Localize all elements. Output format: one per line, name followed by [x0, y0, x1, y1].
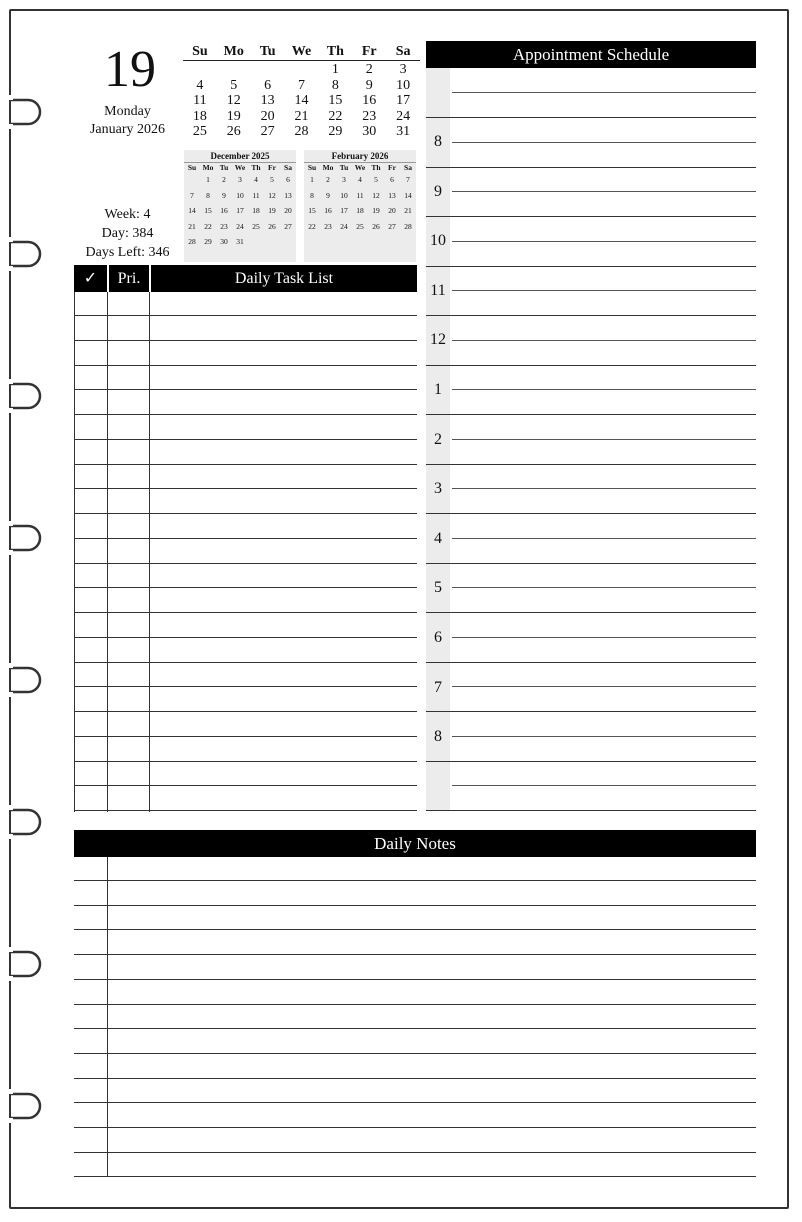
hour-label: 8	[434, 728, 442, 746]
note-line	[74, 954, 756, 955]
task-list-title: Daily Task List	[234, 270, 334, 287]
daily-notes-header: Daily Notes	[74, 830, 756, 857]
calendar-day: 3	[399, 62, 407, 77]
mini-day: 29	[204, 237, 212, 246]
mini-day: 3	[342, 175, 346, 184]
hour-label: 12	[430, 331, 446, 349]
binder-tab	[0, 662, 45, 698]
calendar-day: 25	[192, 124, 207, 139]
mini-day: 23	[220, 221, 228, 231]
calendar-day: 22	[328, 108, 343, 124]
task-row-line	[74, 414, 417, 415]
note-line	[74, 1152, 756, 1153]
mini-day: 11	[356, 190, 364, 200]
mini-weekday: Sa	[284, 163, 292, 172]
half-hour-line	[452, 736, 756, 737]
mini-day: 20	[284, 206, 292, 215]
half-hour-line	[452, 785, 756, 786]
mini-day: 13	[284, 190, 292, 200]
calendar-day: 15	[328, 93, 343, 108]
weekday-header: We	[291, 44, 312, 59]
mini-day: 25	[356, 221, 364, 231]
hour-label: 5	[434, 579, 442, 597]
hour-divider	[426, 810, 756, 811]
check-column-label: ✓	[74, 265, 109, 292]
current-month-weekdays	[183, 44, 420, 61]
mini-day: 23	[324, 221, 332, 231]
task-row-line	[74, 761, 417, 762]
half-hour-line	[452, 488, 756, 489]
mini-day: 26	[372, 221, 380, 231]
hour-divider	[426, 266, 756, 267]
prev-month-calendar	[184, 150, 296, 262]
mini-day: 1	[206, 175, 210, 184]
task-row-line	[74, 439, 417, 440]
mini-day: 5	[374, 175, 378, 184]
mini-day: 24	[236, 221, 244, 231]
calendar-day: 12	[226, 93, 241, 108]
binder-tab	[0, 378, 45, 414]
mini-weekday: Mo	[322, 163, 334, 172]
hour-divider	[426, 117, 756, 118]
mini-day: 10	[236, 190, 244, 200]
binder-tab	[0, 94, 45, 130]
mini-day: 20	[388, 206, 396, 215]
calendar-day: 11	[193, 93, 207, 108]
mini-day: 2	[222, 175, 226, 184]
mini-day: 4	[254, 175, 258, 184]
check-column-divider	[107, 292, 108, 812]
note-line	[74, 880, 756, 881]
mini-day: 22	[308, 221, 316, 231]
appointment-schedule-header: Appointment Schedule	[426, 41, 756, 68]
half-hour-line	[452, 587, 756, 588]
note-line	[74, 1078, 756, 1079]
mini-weekday: Th	[371, 163, 381, 172]
mini-day: 25	[252, 221, 260, 231]
mini-day: 16	[324, 206, 332, 215]
month-year-label: January 2026	[89, 122, 166, 137]
calendar-day: 19	[226, 108, 241, 124]
weekday-header: Th	[326, 44, 344, 59]
half-hour-line	[452, 142, 756, 143]
half-hour-line	[452, 439, 756, 440]
task-row-line	[74, 686, 417, 687]
task-row-line	[74, 340, 417, 341]
calendar-day: 17	[396, 93, 411, 108]
hour-divider	[426, 563, 756, 564]
calendar-day	[183, 62, 217, 78]
calendar-day: 18	[192, 108, 207, 124]
binder-tab	[0, 520, 45, 556]
hour-divider	[426, 315, 756, 316]
task-row-line	[74, 464, 417, 465]
calendar-day: 24	[396, 108, 411, 124]
mini-day: 7	[190, 190, 194, 200]
calendar-day	[217, 62, 251, 78]
mini-weekday: Mo	[202, 163, 214, 172]
calendar-day: 26	[226, 124, 241, 139]
task-row-line	[74, 662, 417, 663]
mini-weekday: Sa	[404, 163, 412, 172]
hour-label: 1	[434, 381, 442, 398]
note-line	[74, 979, 756, 980]
hour-label: 2	[434, 430, 442, 448]
calendar-day: 7	[297, 77, 305, 93]
calendar-day	[251, 62, 285, 78]
mini-day: 8	[206, 190, 210, 200]
half-hour-line	[452, 340, 756, 341]
mini-day: 19	[268, 206, 276, 215]
mini-day: 8	[310, 190, 314, 200]
task-row-line	[74, 810, 417, 811]
weekday-header: Sa	[395, 44, 411, 59]
mini-day: 12	[268, 190, 276, 200]
hour-divider	[426, 365, 756, 366]
note-line	[74, 1127, 756, 1128]
mini-day	[184, 172, 200, 188]
half-hour-line	[452, 637, 756, 638]
note-line	[74, 1028, 756, 1029]
hour-divider	[426, 167, 756, 168]
weekday-header: Fr	[361, 44, 377, 59]
hour-divider	[426, 612, 756, 613]
calendar-day: 6	[264, 77, 272, 93]
task-list-header	[74, 265, 417, 292]
task-row-line	[74, 612, 417, 613]
mini-weekday: Fr	[388, 163, 396, 172]
calendar-day: 1	[331, 62, 339, 77]
weekday-header: Su	[192, 44, 208, 59]
mini-weekday: We	[234, 163, 246, 172]
mini-day: 3	[238, 175, 242, 184]
weekday-header: Mo	[223, 44, 244, 59]
mini-day: 9	[326, 190, 330, 200]
task-row-line	[74, 563, 417, 564]
calendar-day: 10	[396, 77, 411, 93]
hour-divider	[426, 414, 756, 415]
mini-day: 19	[372, 206, 380, 215]
week-number: Week: 4	[104, 207, 151, 222]
calendar-day: 16	[362, 93, 377, 108]
calendar-day: 9	[365, 77, 373, 93]
task-row-line	[74, 389, 417, 390]
mini-weekday: Fr	[268, 163, 276, 172]
calendar-day: 21	[294, 108, 309, 124]
task-row-line	[74, 711, 417, 712]
half-hour-line	[452, 686, 756, 687]
hour-divider	[426, 513, 756, 514]
mini-day: 7	[406, 175, 410, 184]
mini-day: 6	[286, 175, 290, 184]
next-month-calendar	[304, 150, 416, 262]
next-month-title: February 2026	[304, 150, 416, 163]
mini-day: 31	[236, 237, 244, 246]
task-row-line	[74, 365, 417, 366]
hour-label: 10	[430, 232, 446, 250]
note-line	[74, 1102, 756, 1103]
note-line	[74, 929, 756, 930]
mini-day: 5	[270, 175, 274, 184]
half-hour-line	[452, 538, 756, 539]
mini-day: 12	[372, 190, 380, 200]
day-number: 19	[104, 41, 156, 98]
notes-margin-rule	[107, 857, 108, 1177]
days-left: Days Left: 346	[85, 245, 170, 260]
calendar-day: 5	[230, 77, 238, 93]
calendar-day: 14	[294, 93, 309, 108]
mini-day: 9	[222, 190, 226, 200]
task-row-line	[74, 637, 417, 638]
task-row-line	[74, 587, 417, 588]
mini-day: 4	[358, 175, 362, 184]
mini-day: 13	[388, 190, 396, 200]
calendar-day: 30	[362, 124, 377, 139]
hour-divider	[426, 216, 756, 217]
task-row-line	[74, 736, 417, 737]
mini-day: 16	[220, 206, 228, 215]
prev-month-title: December 2025	[184, 150, 296, 163]
half-hour-line	[452, 389, 756, 390]
mini-day: 11	[252, 190, 260, 200]
mini-day: 10	[340, 190, 348, 200]
mini-day: 30	[220, 237, 228, 246]
hour-label: 6	[434, 629, 442, 646]
mini-day: 18	[252, 206, 260, 215]
current-month-grid	[183, 62, 420, 140]
mini-day: 14	[404, 190, 412, 200]
half-hour-line	[452, 92, 756, 93]
mini-day: 28	[188, 237, 196, 246]
half-hour-line	[452, 241, 756, 242]
calendar-day: 20	[260, 108, 275, 124]
hour-divider	[426, 662, 756, 663]
mini-day: 2	[326, 175, 330, 184]
hour-divider	[426, 761, 756, 762]
mini-day: 17	[340, 206, 348, 215]
mini-day: 21	[404, 206, 412, 215]
task-row-line	[74, 538, 417, 539]
mini-day: 14	[188, 206, 196, 215]
weekday-label: Monday	[104, 104, 151, 119]
mini-day: 1	[310, 175, 314, 184]
mini-day: 21	[188, 221, 196, 231]
mini-weekday: We	[354, 163, 366, 172]
note-line	[74, 1176, 756, 1177]
calendar-day: 31	[396, 124, 411, 139]
task-row-line	[74, 785, 417, 786]
task-row-line	[74, 488, 417, 489]
calendar-day: 2	[365, 62, 373, 77]
note-line	[74, 1053, 756, 1054]
calendar-day: 28	[294, 124, 309, 139]
hour-label: 9	[434, 182, 442, 200]
hour-label: 11	[430, 281, 446, 299]
hour-divider	[426, 711, 756, 712]
weekday-header: Tu	[259, 44, 276, 59]
half-hour-line	[452, 290, 756, 291]
mini-day: 27	[284, 221, 292, 231]
mini-day: 15	[308, 206, 316, 215]
check-column-rule	[74, 292, 75, 812]
mini-weekday: Tu	[339, 163, 349, 172]
half-hour-line	[452, 191, 756, 192]
binder-tab	[0, 236, 45, 272]
mini-day: 22	[204, 221, 212, 231]
mini-weekday: Th	[251, 163, 261, 172]
task-row-line	[74, 315, 417, 316]
mini-weekday: Su	[187, 163, 197, 172]
calendar-day: 4	[196, 77, 204, 93]
mini-weekday: Tu	[219, 163, 229, 172]
hour-label: 8	[434, 133, 442, 150]
priority-column-divider	[149, 292, 150, 812]
binder-tab	[0, 946, 45, 982]
binder-tab	[0, 1088, 45, 1124]
mini-day: 6	[390, 175, 394, 184]
hour-label: 7	[434, 678, 442, 696]
hour-divider	[426, 464, 756, 465]
mini-day: 24	[340, 221, 348, 231]
hour-label: 3	[434, 480, 442, 498]
task-row-line	[74, 513, 417, 514]
calendar-day: 27	[260, 124, 275, 139]
calendar-day: 8	[331, 77, 339, 93]
mini-day: 15	[204, 206, 212, 215]
hour-label: 4	[434, 529, 442, 547]
mini-day: 26	[268, 221, 276, 231]
note-line	[74, 1004, 756, 1005]
mini-day: 28	[404, 221, 412, 231]
day-of-year: Day: 384	[101, 226, 154, 241]
calendar-day: 13	[260, 93, 275, 108]
calendar-day	[285, 62, 319, 78]
mini-day: 18	[356, 206, 364, 215]
mini-day: 17	[236, 206, 244, 215]
mini-weekday: Su	[307, 163, 317, 172]
calendar-day: 29	[328, 124, 343, 139]
priority-column-label: Pri.	[109, 265, 151, 292]
note-line	[74, 905, 756, 906]
mini-day: 27	[388, 221, 396, 231]
calendar-day: 23	[362, 108, 377, 124]
binder-tab	[0, 804, 45, 840]
